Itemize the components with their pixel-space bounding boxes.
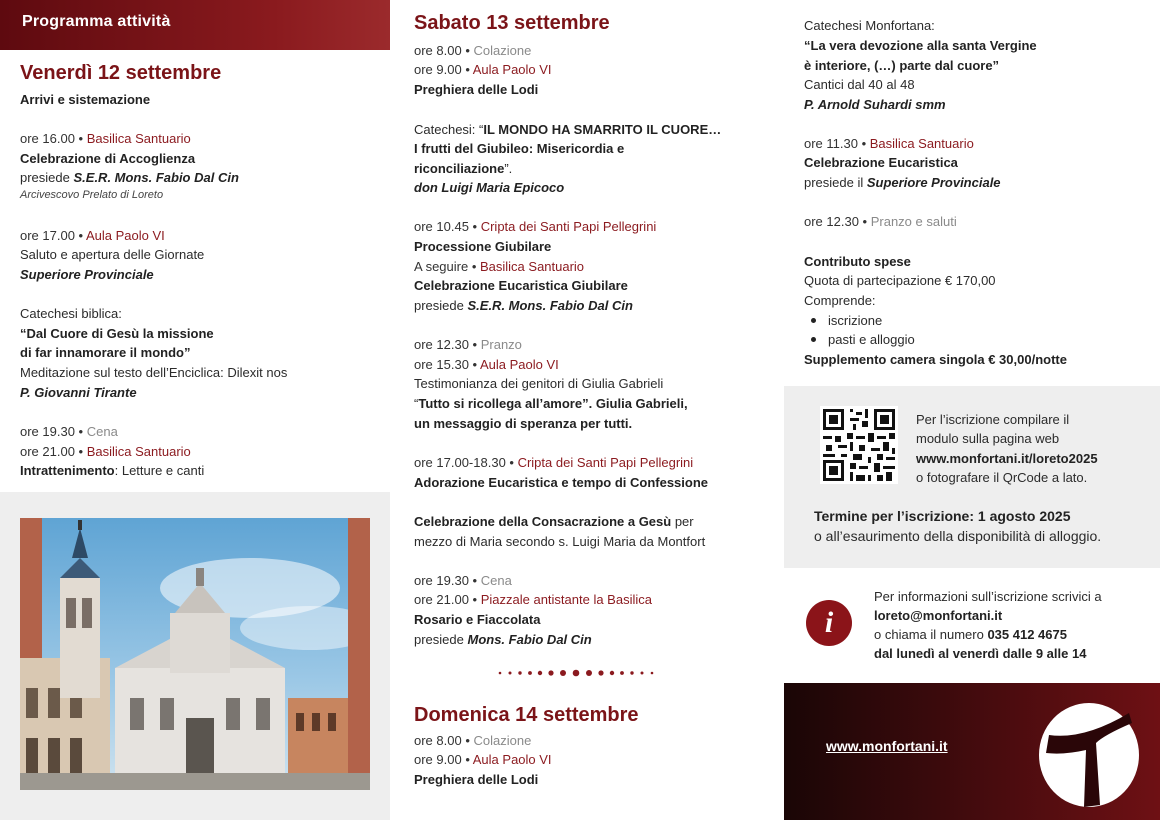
registration-text: Per l’iscrizione compilare il: [916, 412, 1070, 427]
event-presider: Superiore Provinciale: [20, 267, 154, 282]
info-text: Per informazioni sull’iscrizione scrivici a: [874, 589, 1102, 604]
info-hours: dal lunedì al venerdì dalle 9 alle 14: [874, 646, 1087, 661]
cost-quota: Quota di partecipazione € 170,00: [804, 273, 996, 288]
catechesis-line: Catechesi: “IL MONDO HA SMARRITO IL CUORE…: [414, 122, 722, 137]
event-time-line: ore 11.30 • Basilica Santuario: [804, 136, 974, 151]
event-time-line: ore 19.30 • Cena: [414, 573, 512, 588]
cost-supplement: Supplemento camera singola € 30,00/notte: [804, 352, 1067, 367]
basilica-photo: [20, 518, 370, 790]
event-title: Adorazione Eucaristica e tempo di Confessione: [414, 475, 709, 490]
day-title-friday: Venerdì 12 settembre: [20, 62, 222, 84]
consecration-line: mezzo di Maria secondo s. Luigi Maria da Montfort: [414, 534, 706, 549]
registration-text: modulo sulla pagina web: [916, 431, 1060, 446]
speaker-name: P. Arnold Suhardi smm: [804, 97, 946, 112]
cost-item: pasti e alloggio: [828, 332, 915, 347]
event-time-line: ore 12.30 • Pranzo e saluti: [804, 214, 957, 229]
event-time-line: ore 9.00 • Aula Paolo VI: [414, 752, 552, 767]
basilica-illustration: [20, 518, 370, 790]
dotted-divider: [498, 668, 658, 678]
testimony-quote: un messaggio di speranza per tutti.: [414, 416, 633, 431]
catechesis-line: riconciliazione”.: [414, 161, 513, 176]
registration-deadline: Termine per l’iscrizione: 1 agosto 2025: [814, 508, 1071, 524]
arrivals-text: Arrivi e sistemazione: [20, 92, 151, 107]
testimony-quote: “Tutto si ricollega all’amore”. Giulia Gabrieli,: [414, 396, 688, 411]
event-title: Rosario e Fiaccolata: [414, 612, 541, 627]
event-presider: presiede il Superiore Provinciale: [804, 175, 1001, 190]
program-header-title: Programma attività: [22, 13, 171, 30]
presider-role: Arcivescovo Prelato di Loreto: [20, 189, 164, 201]
day-title-saturday: Sabato 13 settembre: [414, 12, 610, 34]
event-description: Meditazione sul testo dell’Enciclica: Dilexit nos: [20, 365, 288, 380]
event-time-line: ore 21.00 • Piazzale antistante la Basilica: [414, 592, 652, 607]
event-time-line: ore 8.00 • Colazione: [414, 733, 532, 748]
bullet-dot: [811, 318, 816, 323]
column-friday: [0, 0, 390, 820]
event-title: Processione Giubilare: [414, 239, 552, 254]
catechesis-line: I frutti del Giubileo: Misericordia e: [414, 141, 625, 156]
event-presider: presiede S.E.R. Mons. Fabio Dal Cin: [20, 170, 239, 185]
registration-deadline-note: o all’esaurimento della disponibilità di alloggio.: [814, 528, 1102, 544]
event-title: Preghiera delle Lodi: [414, 82, 539, 97]
event-title: Celebrazione Eucaristica: [804, 155, 958, 170]
event-time-line: ore 21.00 • Basilica Santuario: [20, 444, 191, 459]
info-phone: o chiama il numero 035 412 4675: [874, 627, 1067, 642]
catechesis-quote: “La vera devozione alla santa Vergine: [804, 38, 1037, 53]
registration-text: o fotografare il QrCode a lato.: [916, 470, 1088, 485]
event-time-line: ore 15.30 • Aula Paolo VI: [414, 357, 559, 372]
column-saturday: [390, 0, 784, 820]
day-title-sunday: Domenica 14 settembre: [414, 704, 639, 726]
catechesis-quote: “Dal Cuore di Gesù la missione: [20, 326, 214, 341]
monfortani-cross-logo: [1034, 695, 1144, 810]
bullet-dot: [811, 337, 816, 342]
event-time-line: ore 12.30 • Pranzo: [414, 337, 522, 352]
event-time-line: ore 10.45 • Cripta dei Santi Papi Pellegrini: [414, 219, 657, 234]
catechesis-label: Catechesi Monfortana:: [804, 18, 935, 33]
event-time-line: ore 17.00 • Aula Paolo VI: [20, 228, 165, 243]
column-sunday-info: [784, 0, 1160, 820]
info-icon: i: [806, 600, 852, 646]
event-description: Saluto e apertura delle Giornate: [20, 247, 205, 262]
event-time-line: ore 19.30 • Cena: [20, 424, 118, 439]
event-time-line: ore 9.00 • Aula Paolo VI: [414, 62, 552, 77]
event-time-line: A seguire • Basilica Santuario: [414, 259, 585, 274]
cost-item: iscrizione: [828, 313, 883, 328]
cost-includes: Comprende:: [804, 293, 876, 308]
consecration-line: Celebrazione della Consacrazione a Gesù per: [414, 514, 694, 529]
event-title: Celebrazione di Accoglienza: [20, 151, 196, 166]
footer-bar: [784, 683, 1160, 820]
event-title: Intrattenimento: Letture e canti: [20, 463, 205, 478]
event-presider: presiede S.E.R. Mons. Fabio Dal Cin: [414, 298, 633, 313]
speaker-name: don Luigi Maria Epicoco: [414, 180, 565, 195]
event-title: Preghiera delle Lodi: [414, 772, 539, 787]
qr-code[interactable]: [820, 406, 898, 484]
event-description: Cantici dal 40 al 48: [804, 77, 915, 92]
event-presider: presiede Mons. Fabio Dal Cin: [414, 632, 592, 647]
qr-code-icon: [820, 406, 898, 484]
event-time-line: ore 16.00 • Basilica Santuario: [20, 131, 191, 146]
program-header: [0, 0, 390, 50]
catechesis-quote: è interiore, (…) parte dal cuore”: [804, 58, 1000, 73]
catechesis-label: Catechesi biblica:: [20, 306, 122, 321]
registration-box: [784, 386, 1160, 568]
event-description: Testimonianza dei genitori di Giulia Gabrieli: [414, 376, 664, 391]
event-time-line: ore 17.00-18.30 • Cripta dei Santi Papi Pellegrini: [414, 455, 694, 470]
event-title: Celebrazione Eucaristica Giubilare: [414, 278, 628, 293]
event-time-line: ore 8.00 • Colazione: [414, 43, 532, 58]
speaker-name: P. Giovanni Tirante: [20, 385, 137, 400]
info-email[interactable]: loreto@monfortani.it: [874, 608, 1003, 623]
catechesis-quote: di far innamorare il mondo”: [20, 345, 191, 360]
footer-website-link[interactable]: www.monfortani.it: [826, 738, 948, 754]
photo-panel: [0, 492, 390, 820]
cost-title: Contributo spese: [804, 254, 911, 269]
registration-link[interactable]: www.monfortani.it/loreto2025: [916, 451, 1098, 466]
